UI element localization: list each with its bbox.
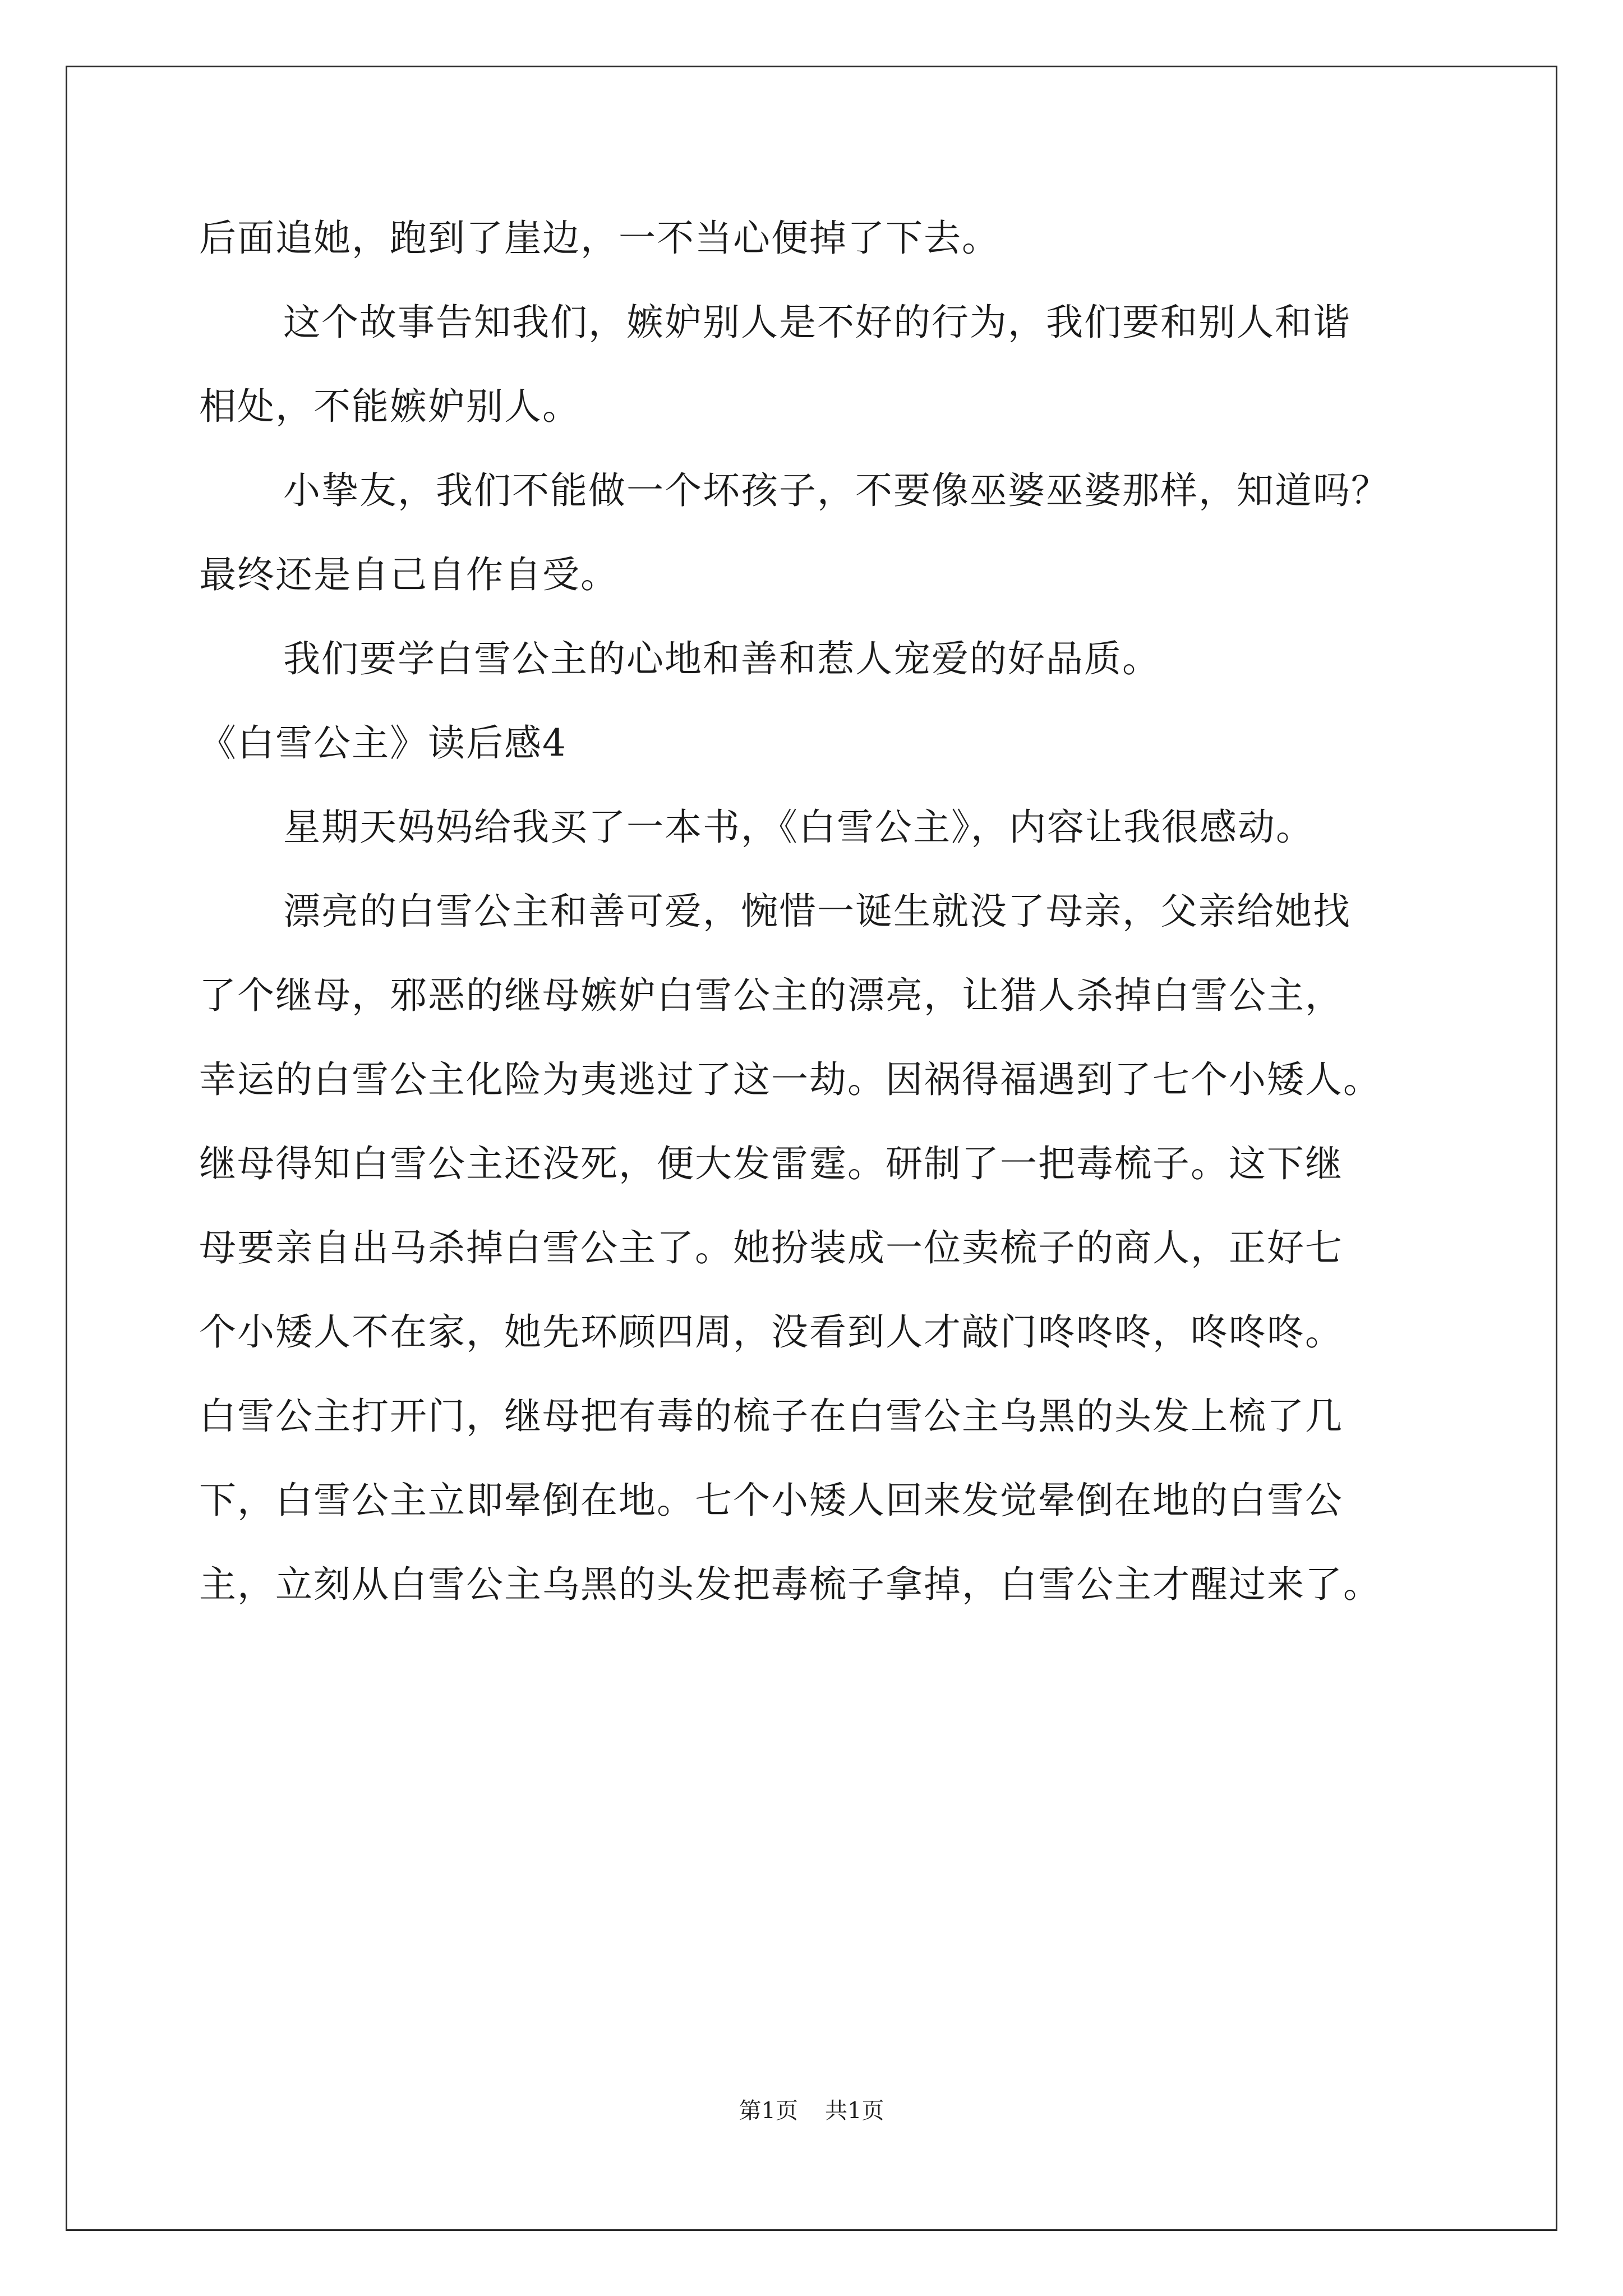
page-total: 共1页 [825, 2098, 884, 2124]
text-line: 幸运的白雪公主化险为夷逃过了这一劫。因祸得福遇到了七个小矮人。 [199, 1058, 1381, 1101]
text-line: 星期天妈妈给我买了一本书，《白雪公主》，内容让我很感动。 [283, 806, 1314, 849]
text-line: 漂亮的白雪公主和善可爱，惋惜一诞生就没了母亲，父亲给她找 [283, 890, 1351, 933]
text-line: 这个故事告知我们，嫉妒别人是不好的行为，我们要和别人和谐 [283, 301, 1351, 344]
page-number: 第1页 [739, 2098, 798, 2124]
text-line: 最终还是自己自作自受。 [199, 553, 619, 596]
text-line: 我们要学白雪公主的心地和善和惹人宠爱的好品质。 [283, 637, 1160, 680]
text-line: 母要亲自出马杀掉白雪公主了。她扮装成一位卖梳子的商人，正好七 [199, 1226, 1343, 1269]
text-line: 小挚友，我们不能做一个坏孩子，不要像巫婆巫婆那样，知道吗？ [283, 469, 1389, 512]
text-line: 后面追她，跑到了崖边，一不当心便掉了下去。 [199, 217, 1000, 260]
text-line: 个小矮人不在家，她先环顾四周，没看到人才敲门咚咚咚，咚咚咚。 [199, 1310, 1343, 1354]
text-line: 相处，不能嫉妒别人。 [199, 385, 580, 428]
text-line: 主，立刻从白雪公主乌黑的头发把毒梳子拿掉，白雪公主才醒过来了。 [199, 1563, 1381, 1606]
text-line: 继母得知白雪公主还没死，便大发雷霆。研制了一把毒梳子。这下继 [199, 1142, 1343, 1185]
page-footer [0, 2097, 1623, 2125]
text-line: 了个继母，邪恶的继母嫉妒白雪公主的漂亮，让猎人杀掉白雪公主， [199, 974, 1343, 1017]
text-line: 下，白雪公主立即晕倒在地。七个小矮人回来发觉晕倒在地的白雪公 [199, 1479, 1343, 1522]
section-heading: 《白雪公主》读后感4 [199, 721, 567, 765]
text-line: 白雪公主打开门，继母把有毒的梳子在白雪公主乌黑的头发上梳了几 [199, 1395, 1343, 1438]
